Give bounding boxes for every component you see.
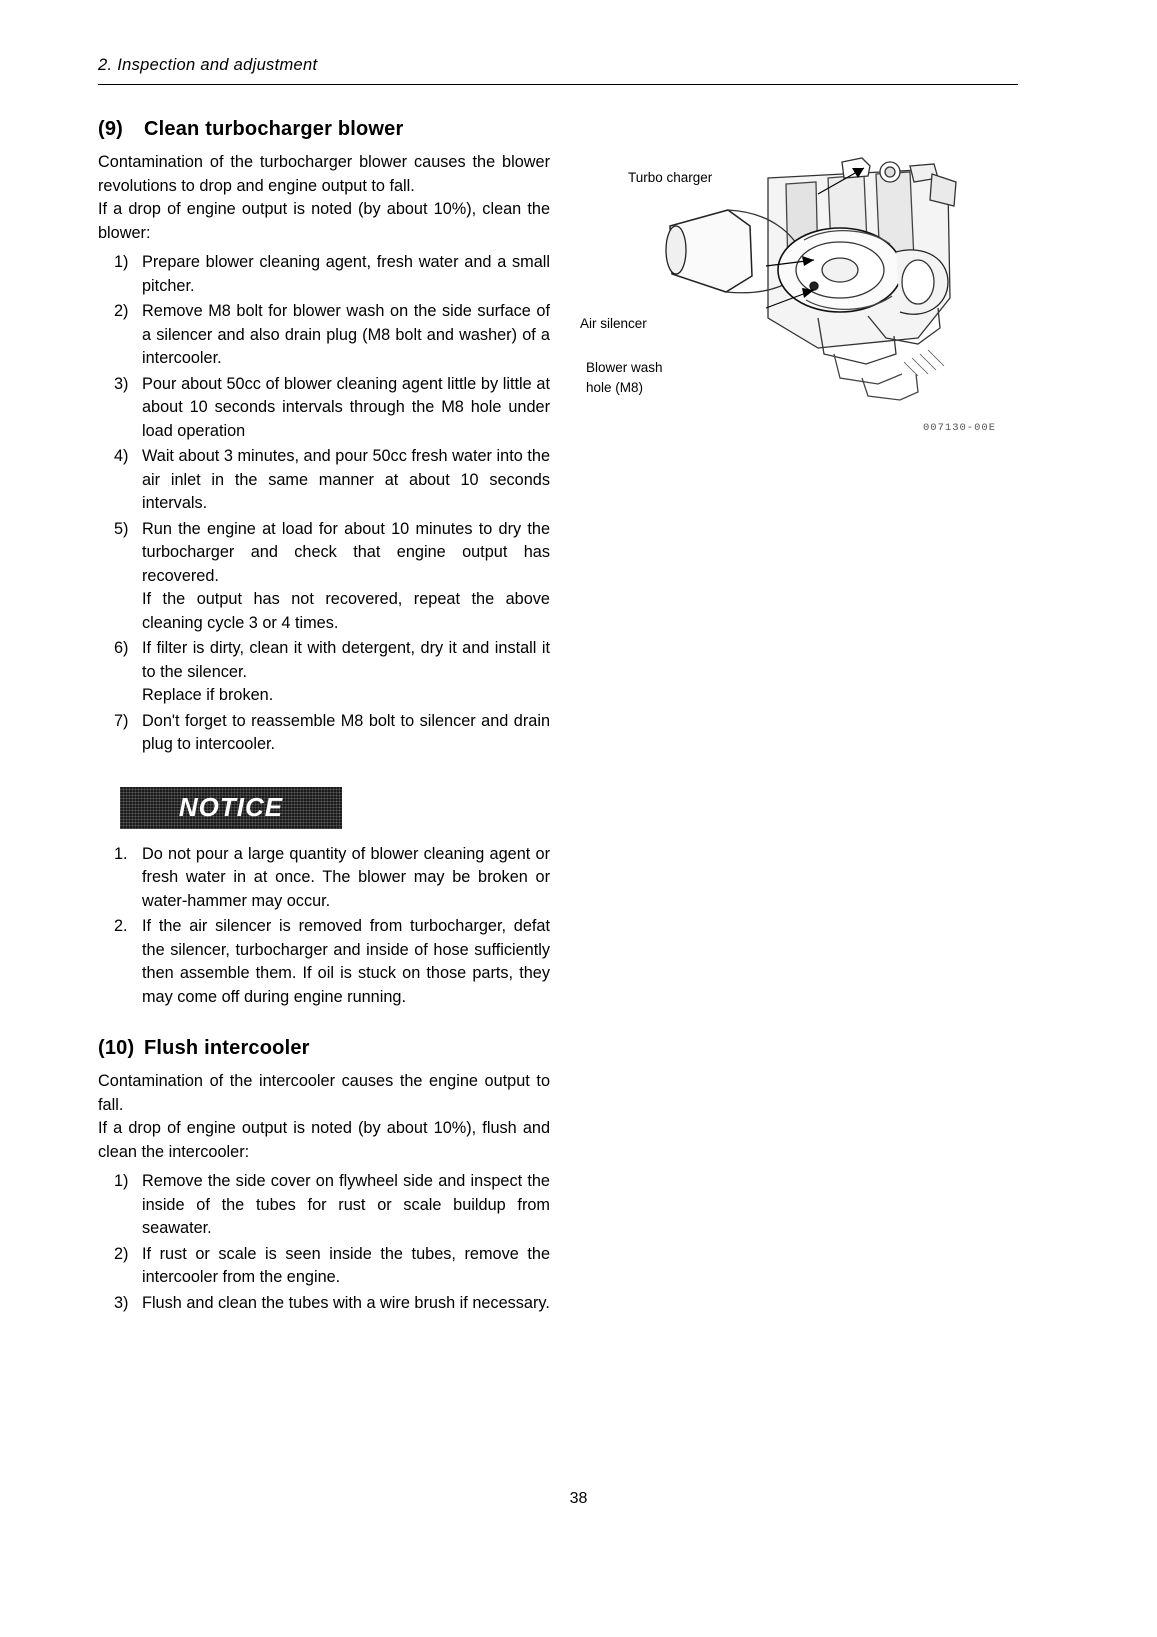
- list-marker: 2): [114, 302, 129, 320]
- list-marker: 2.: [114, 917, 128, 935]
- section-9-number: (9): [98, 118, 124, 140]
- text-column: [98, 118, 550, 1317]
- list-text: Pour about 50cc of blower cleaning agent little by little at about 10 seconds intervals through the M8 hole under load operation: [142, 374, 550, 440]
- list-item: [98, 373, 550, 444]
- chapter-title: 2. Inspection and adjustment: [98, 56, 318, 74]
- list-item: [98, 300, 550, 371]
- list-marker: 1): [114, 253, 129, 271]
- list-item: [98, 1170, 550, 1241]
- list-item: [98, 710, 550, 757]
- list-marker: 2): [114, 1244, 129, 1263]
- list-marker: 1): [114, 1172, 129, 1190]
- list-text: Do not pour a large quantity of blower cleaning agent or fresh water in at once.: [142, 844, 550, 886]
- notice-banner: [120, 787, 342, 829]
- list-text: Don't forget to reassemble M8 bolt to silencer and drain plug to intercooler.: [142, 711, 550, 753]
- section-10-intro-2: If a drop of engine output is noted (by about 10%), flush and clean the intercooler:: [98, 1119, 550, 1161]
- list-text: Flush and clean the tubes with a wire brush if necessary.: [142, 1293, 550, 1312]
- list-text: Remove the side cover on flywheel side and inspect the inside of the tubes for rust or scale buildup from seawater.: [142, 1172, 550, 1237]
- list-marker: 4): [114, 447, 129, 465]
- page-header: [98, 56, 1018, 75]
- figure-label-air-silencer: Air silencer: [580, 316, 647, 331]
- section-10-heading: [98, 1037, 550, 1060]
- notice-label: NOTICE: [178, 792, 284, 822]
- section-10-intro-1: Contamination of the intercooler causes the engine output to fall.: [98, 1072, 550, 1114]
- figure-code: 007130-00E: [922, 422, 996, 434]
- list-item: [98, 518, 550, 636]
- section-9-steps: [98, 251, 550, 757]
- list-marker: 7): [114, 711, 129, 730]
- section-9-intro-2: If a drop of engine output is noted (by about 10%), clean the blower:: [98, 200, 550, 242]
- section-9-heading: [98, 118, 550, 141]
- notice-items: [98, 843, 550, 1010]
- turbocharger-figure: [580, 148, 1018, 438]
- list-marker: 5): [114, 519, 129, 538]
- list-item: [98, 1243, 550, 1290]
- list-text: Prepare blower cleaning agent, fresh water and a small pitcher.: [142, 253, 550, 295]
- list-item: [98, 1292, 550, 1316]
- list-subtext: If the output has not recovered, repeat the above cleaning cycle 3 or 4 times.: [142, 590, 550, 632]
- list-item: [98, 251, 550, 298]
- section-10-title: Flush intercooler: [144, 1037, 310, 1059]
- list-item: [98, 445, 550, 516]
- list-marker: 3): [114, 1293, 129, 1312]
- list-item: [98, 637, 550, 708]
- turbocharger-diagram: [618, 148, 1018, 438]
- list-item: [98, 843, 550, 914]
- list-marker: 3): [114, 374, 129, 393]
- figure-label-blower-wash-1: Blower wash: [586, 360, 663, 375]
- list-marker: 1.: [114, 844, 128, 863]
- list-subtext: Replace if broken.: [142, 686, 274, 704]
- section-9-title: Clean turbocharger blower: [144, 118, 404, 140]
- list-text: If rust or scale is seen inside the tubes, remove the intercooler from the engine.: [142, 1244, 550, 1286]
- section-10-steps: [98, 1170, 550, 1315]
- list-text: Remove M8 bolt for blower wash on the side surface of a silencer and also drain plug (M8 bolt and washer) of a intercooler.: [142, 302, 550, 367]
- section-9-intro-1: Contamination of the turbocharger blower causes the blower revolutions to drop and engine output to fall.: [98, 153, 550, 195]
- page-number: 38: [569, 1490, 588, 1507]
- header-divider: [98, 84, 1018, 85]
- list-subtext: The blower may be broken or water-hammer may occur.: [142, 868, 550, 910]
- figure-label-blower-wash-2: hole (M8): [586, 380, 644, 395]
- list-marker: 6): [114, 639, 129, 657]
- section-10-number: (10): [98, 1037, 135, 1059]
- list-text: Wait about 3 minutes, and pour 50cc fresh water into the air inlet in the same manner at about 10 seconds intervals.: [142, 447, 550, 512]
- list-text: If the air silencer is removed from turbocharger, defat the silencer, turbocharger and inside of hose sufficiently then assemble them. If oil is stuck on those parts, they may come off during engine running.: [142, 917, 550, 1006]
- list-text: If filter is dirty, clean it with detergent, dry it and install it to the silencer.: [142, 639, 550, 681]
- list-text: Run the engine at load for about 10 minutes to dry the turbocharger and check that engine output has recovered.: [142, 519, 550, 585]
- list-item: [98, 915, 550, 1009]
- figure-label-turbo-charger: Turbo charger: [628, 170, 713, 185]
